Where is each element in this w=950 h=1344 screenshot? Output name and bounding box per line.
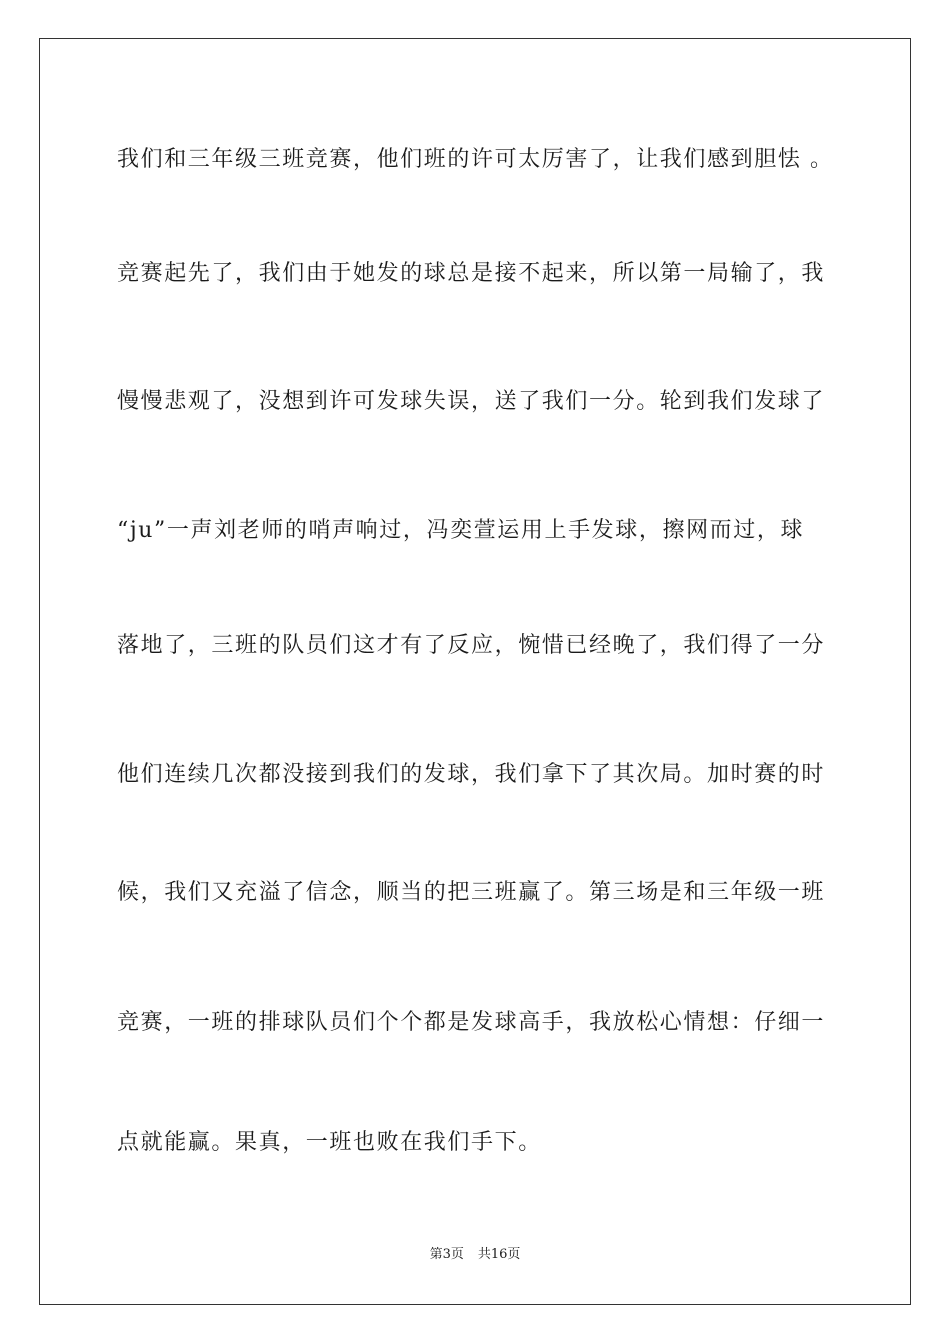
- body-text-line-1: 我们和三年级三班竞赛，他们班的许可太厉害了，让我们感到胆怯 。: [117, 147, 834, 172]
- body-text-line-3: 慢慢悲观了，没想到许可发球失误，送了我们一分。轮到我们发球了: [117, 389, 826, 414]
- body-text-line-2: 竞赛起先了，我们由于她发的球总是接不起来，所以第一局输了，我: [117, 261, 826, 286]
- page-footer: [0, 1246, 950, 1264]
- body-text-line-6: 他们连续几次都没接到我们的发球，我们拿下了其次局。加时赛的时: [117, 762, 826, 787]
- page-total: 共16页: [477, 1247, 521, 1262]
- body-text-line-7: 候，我们又充溢了信念，顺当的把三班赢了。第三场是和三年级一班: [117, 880, 826, 905]
- body-text-line-4: “ju”一声刘老师的哨声响过，冯奕萱运用上手发球，擦网而过，球: [117, 518, 805, 543]
- body-text-line-5: 落地了，三班的队员们这才有了反应，惋惜已经晚了，我们得了一分: [117, 633, 826, 658]
- page-border: [39, 38, 911, 1305]
- body-text-line-8: 竞赛，一班的排球队员们个个都是发球高手，我放松心情想：仔细一: [117, 1010, 826, 1035]
- page-number: 第3页: [429, 1247, 464, 1262]
- body-text-line-9: 点就能赢。果真，一班也败在我们手下。: [117, 1130, 542, 1155]
